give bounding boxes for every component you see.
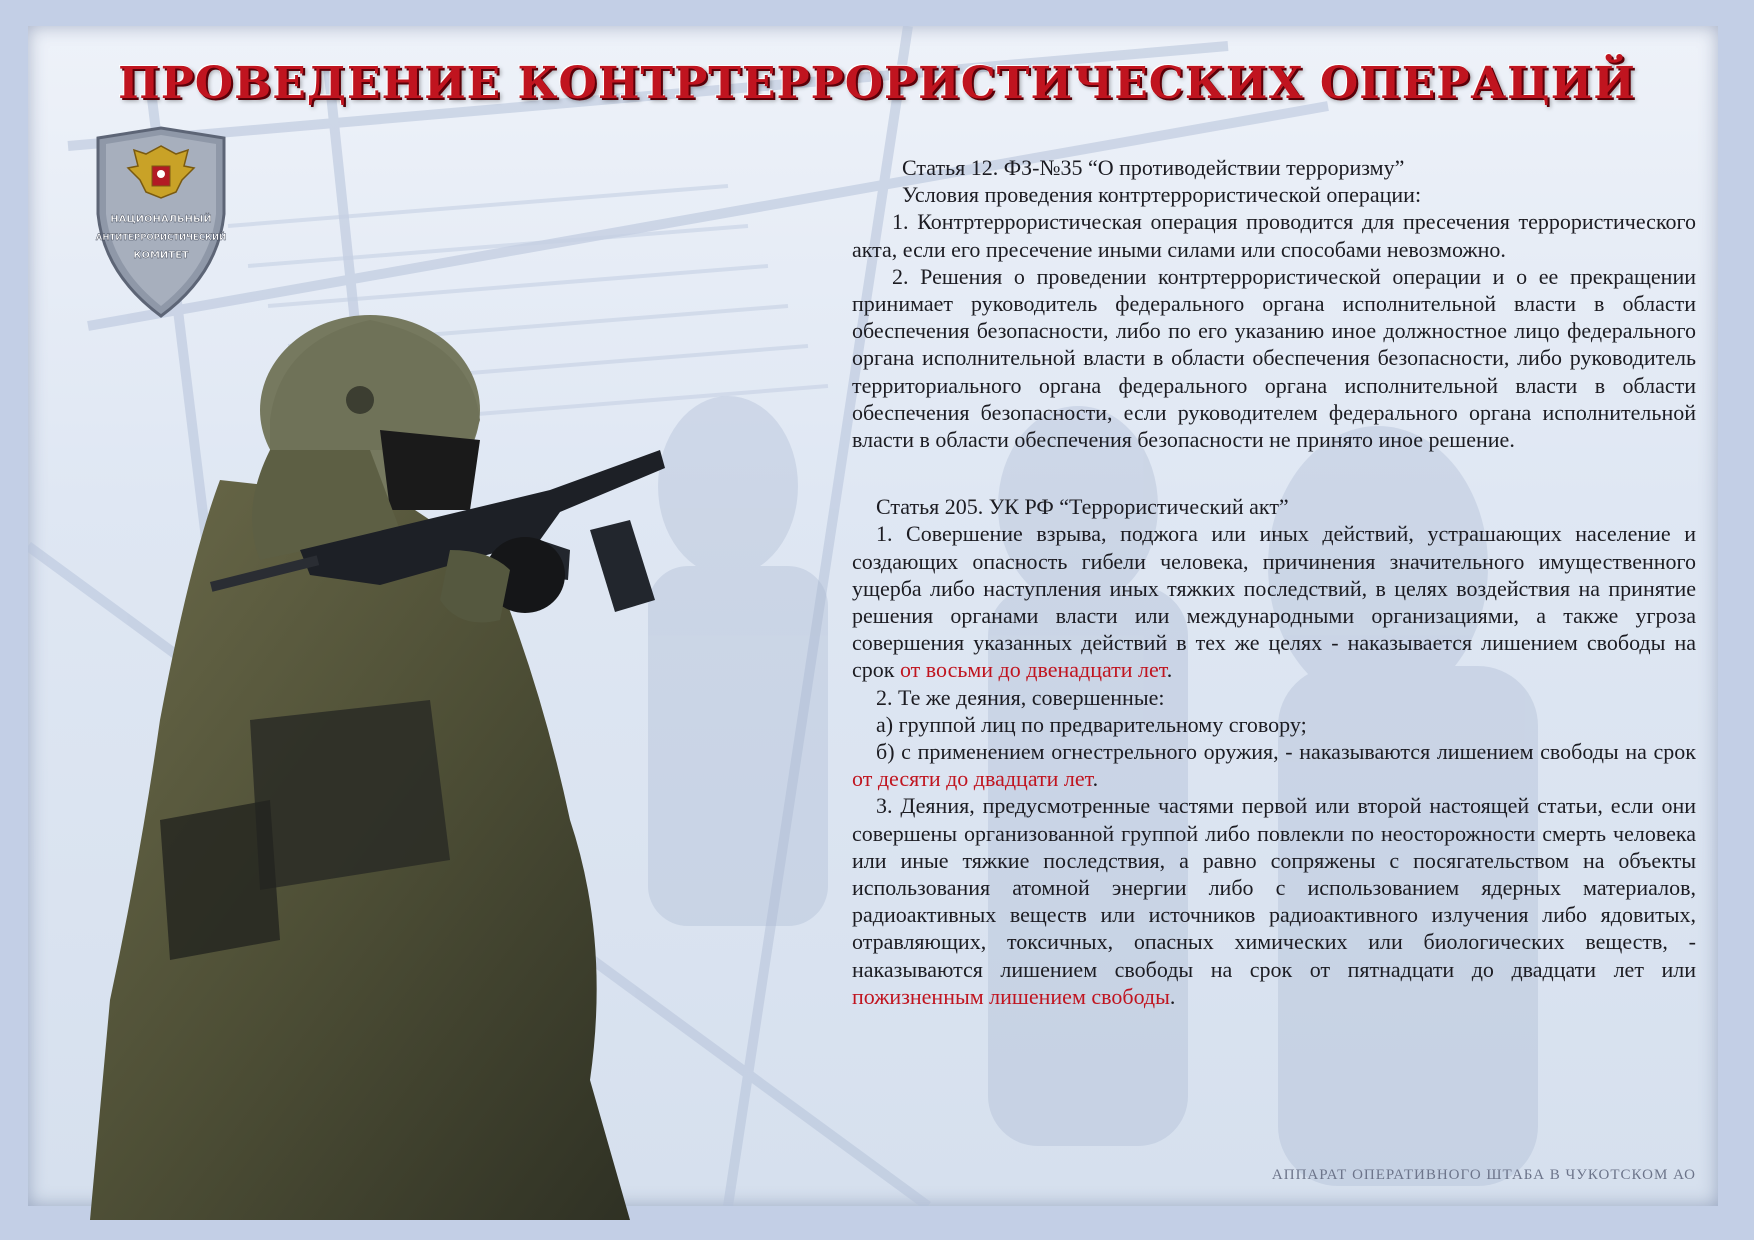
article205-part-1 bbox=[852, 520, 1696, 683]
soldier-with-rifle-image bbox=[70, 300, 670, 1220]
article205-part-2a: а) группой лиц по предварительному сговору; bbox=[876, 711, 1307, 737]
article12-subheading: Условия проведения контртеррористической операции: bbox=[902, 182, 1422, 208]
penalty-8-12-years: от восьми до двенадцати лет bbox=[899, 657, 1167, 683]
article205-part-3 bbox=[852, 792, 1696, 1010]
article12-heading: Статья 12. ФЗ-№35 “О противодействии терроризму” bbox=[902, 155, 1405, 180]
article205-heading: Статья 205. УК РФ “Террористический акт” bbox=[876, 494, 1289, 520]
section-gap bbox=[852, 453, 1696, 493]
antiterror-committee-emblem bbox=[88, 124, 234, 320]
article205-part-2b bbox=[852, 738, 1696, 792]
article205-part-3-end: . bbox=[1169, 983, 1176, 1009]
poster-title: ПРОВЕДЕНИЕ КОНТРТЕРРОРИСТИЧЕСКИХ ОПЕРАЦИЙ bbox=[118, 58, 1636, 109]
article-text-block bbox=[852, 154, 1696, 1010]
article205-part-1-end: . bbox=[1166, 657, 1173, 683]
article205-part-2b-text: б) с применением огнестрельного оружия, - наказываются лишением свободы на срок bbox=[876, 739, 1696, 765]
article205-part-2: 2. Те же деяния, совершенные: bbox=[876, 684, 1165, 710]
emblem-line-1: НАЦИОНАЛЬНЫЙ bbox=[110, 214, 212, 225]
emblem-line-3: КОМИТЕТ bbox=[133, 250, 189, 261]
footer-credit: АППАРАТ ОПЕРАТИВНОГО ШТАБА В ЧУКОТСКОМ АО bbox=[1271, 1167, 1696, 1183]
article12-item-1: 1. Контртеррористическая операция проводится для пресечения террористического акта, если его пресечение иными силами или способами невозможно. bbox=[852, 209, 1696, 262]
article205-part-1-text: 1. Совершение взрыва, поджога или иных действий, устрашающих население и создающих опасность гибели человека, причинения значительного имущественного ущерба либо наступления иных тяжких последствий, в целях воздействия на принятие решения органами власти или международными организациями, а также угроза совершения указанных действий в тех же целях - наказывается лишением свободы на срок bbox=[852, 521, 1696, 683]
article205-part-2b-end: . bbox=[1092, 766, 1099, 792]
penalty-life-imprisonment: пожизненным лишением свободы bbox=[852, 983, 1170, 1009]
penalty-10-20-years: от десяти до двадцати лет bbox=[852, 766, 1093, 792]
article12-item-2: 2. Решения о проведении контртеррористической операции и о ее прекращении принимает руководитель федерального органа исполнительной власти в области обеспечения безопасности, либо по его указанию иное должностное лицо федерального органа исполнительной власти в области обеспечения безопасности, либо руководитель территориального органа федерального органа исполнительной власти в области обеспечения безопасности, если руководителем федерального органа исполнительной власти в области обеспечения безопасности не принято иное решение. bbox=[852, 263, 1696, 453]
article205-part-3-text: 3. Деяния, предусмотренные частями первой или второй настоящей статьи, если они совершены организованной группой либо повлекли по неосторожности смерть человека или иные тяжкие последствия, а равно сопряжены с посягательством на объекты использования атомной энергии либо с использованием ядерных материалов, радиоактивных веществ или источников радиоактивного излучения либо ядовитых, отравляющих, токсичных, опасных химических или биологических веществ, - наказываются лишением свободы на срок от пятнадцати до двадцати лет или bbox=[852, 793, 1696, 982]
emblem-line-2: АНТИТЕРРОРИСТИЧЕСКИЙ bbox=[95, 233, 227, 243]
